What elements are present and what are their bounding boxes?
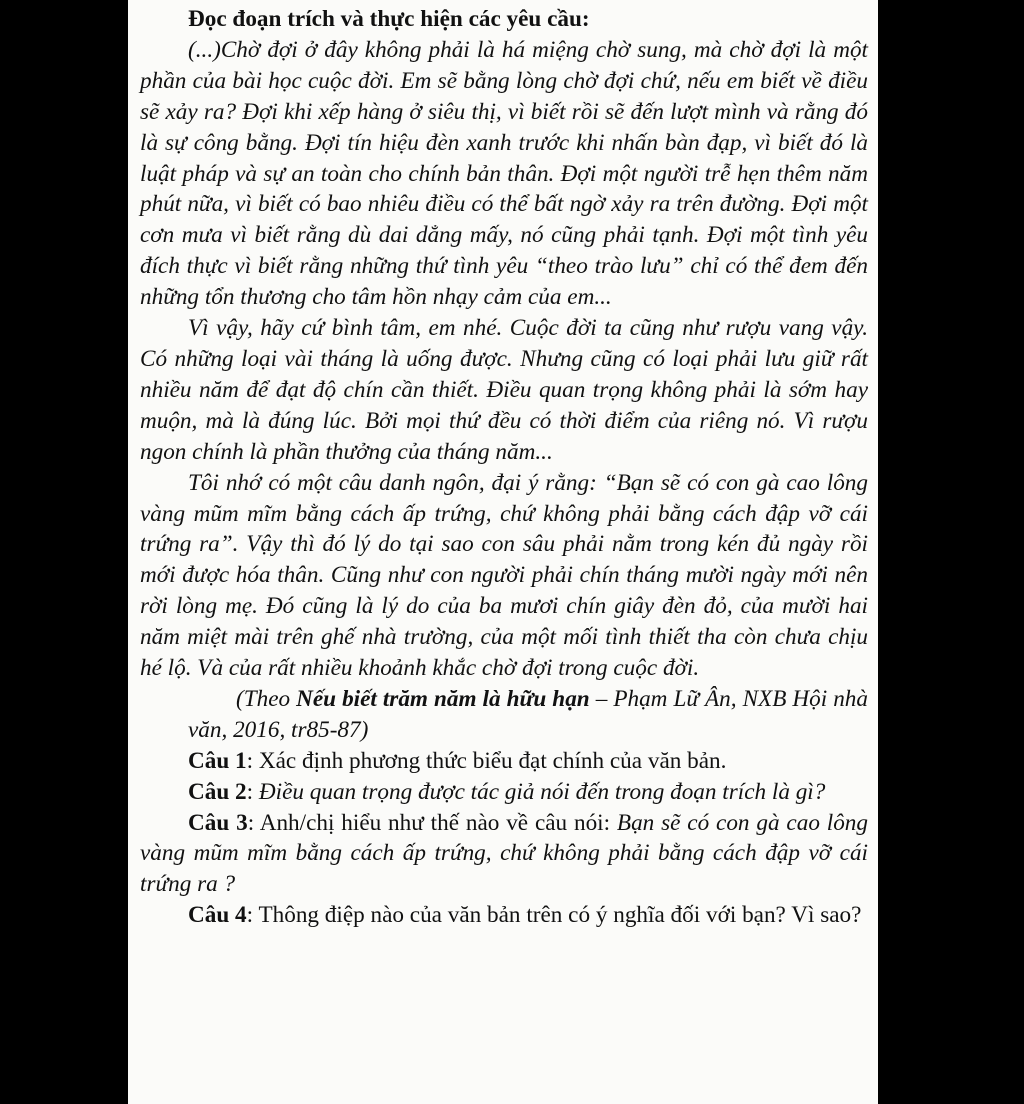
question-separator: :: [246, 902, 259, 929]
source-citation: [140, 684, 868, 746]
document-body: [140, 4, 868, 931]
question-text: Xác định phương thức biểu đạt chính của văn bản.: [258, 747, 727, 774]
source-suffix: – Phạm Lữ Ân, NXB Hội nhà văn, 2016, tr85-87): [188, 685, 868, 743]
instruction-heading: Đọc đoạn trích và thực hiện các yêu cầu:: [188, 6, 590, 32]
source-prefix: (Theo: [236, 685, 297, 712]
question-text: Anh/chị hiểu như thế nào về câu nói:: [259, 809, 617, 836]
source-book-title: Nếu biết trăm năm là hữu hạn: [296, 685, 590, 712]
question-separator: :: [247, 809, 260, 836]
question-text: Điều quan trọng được tác giả nói đến trong đoạn trích là gì?: [258, 778, 826, 805]
question-text: Thông điệp nào của văn bản trên có ý nghĩa đối với bạn? Vì sao?: [258, 902, 862, 929]
document-page: [128, 0, 878, 1104]
passage-paragraph-3: Tôi nhớ có một câu danh ngôn, đại ý rằng: “Bạn sẽ có con gà cao lông vàng mũm mĩm bằng cách ấp trứng, chứ không phải bằng cách đập vỡ cái trứng ra”. Vậy thì đó lý do tại sao con sâu phải nằm trong kén đủ ngày rồi mới được hóa thân. Cũng như con người phải chín tháng mười ngày mới nên rời lòng mẹ. Đó cũng là lý do của ba mươi chín giây đèn đỏ, của mười hai năm miệt mài trên ghế nhà trường, của một mối tình thiết tha còn chưa chịu hé lộ. Và của rất nhiều khoảnh khắc chờ đợi trong cuộc đời.: [140, 469, 868, 682]
question-quote: Bạn sẽ có con gà cao lông vàng mũm mĩm bằng cách ấp trứng, chứ không phải bằng cách đập vỡ cái trứng ra ?: [140, 809, 868, 898]
passage-paragraph-2: Vì vậy, hãy cứ bình tâm, em nhé. Cuộc đời ta cũng như rượu vang vậy. Có những loại vài tháng là uống được. Nhưng cũng có loại phải lưu giữ rất nhiều năm để đạt độ chín cần thiết. Điều quan trọng không phải là sớm hay muộn, mà là đúng lúc. Bởi mọi thứ đều có thời điểm của riêng nó. Vì rượu ngon chính là phần thưởng của tháng năm...: [140, 315, 868, 465]
passage-paragraph-1: (...)Chờ đợi ở đây không phải là há miệng chờ sung, mà chờ đợi là một phần của bài học cuộc đời. Em sẽ bằng lòng chờ đợi chứ, nếu em biết về điều sẽ xảy ra? Đợi khi xếp hàng ở siêu thị, vì biết rồi sẽ đến lượt mình và rằng đó là sự công bằng. Đợi tín hiệu đèn xanh trước khi nhấn bàn đạp, vì biết đó là luật pháp và sự an toàn cho chính bản thân. Đợi một người trễ hẹn thêm năm phút nữa, vì biết có bao nhiêu điều có thể bất ngờ xảy ra trên đường. Đợi một cơn mưa vì biết rằng dù dai dẳng mấy, nó cũng phải tạnh. Đợi một tình yêu đích thực vì biết rằng những thứ tình yêu “theo trào lưu” chỉ có thể đem đến những tổn thương cho tâm hồn nhạy cảm của em...: [140, 36, 868, 311]
question-1: [140, 746, 868, 777]
question-label: Câu 3: [188, 809, 248, 836]
question-label: Câu 2: [188, 778, 247, 805]
question-2: [140, 777, 868, 808]
question-label: Câu 4: [188, 902, 247, 929]
question-separator: :: [246, 747, 259, 774]
question-label: Câu 1: [188, 747, 247, 774]
question-separator: :: [246, 778, 259, 805]
question-3: [140, 808, 868, 901]
question-4: [140, 900, 868, 931]
